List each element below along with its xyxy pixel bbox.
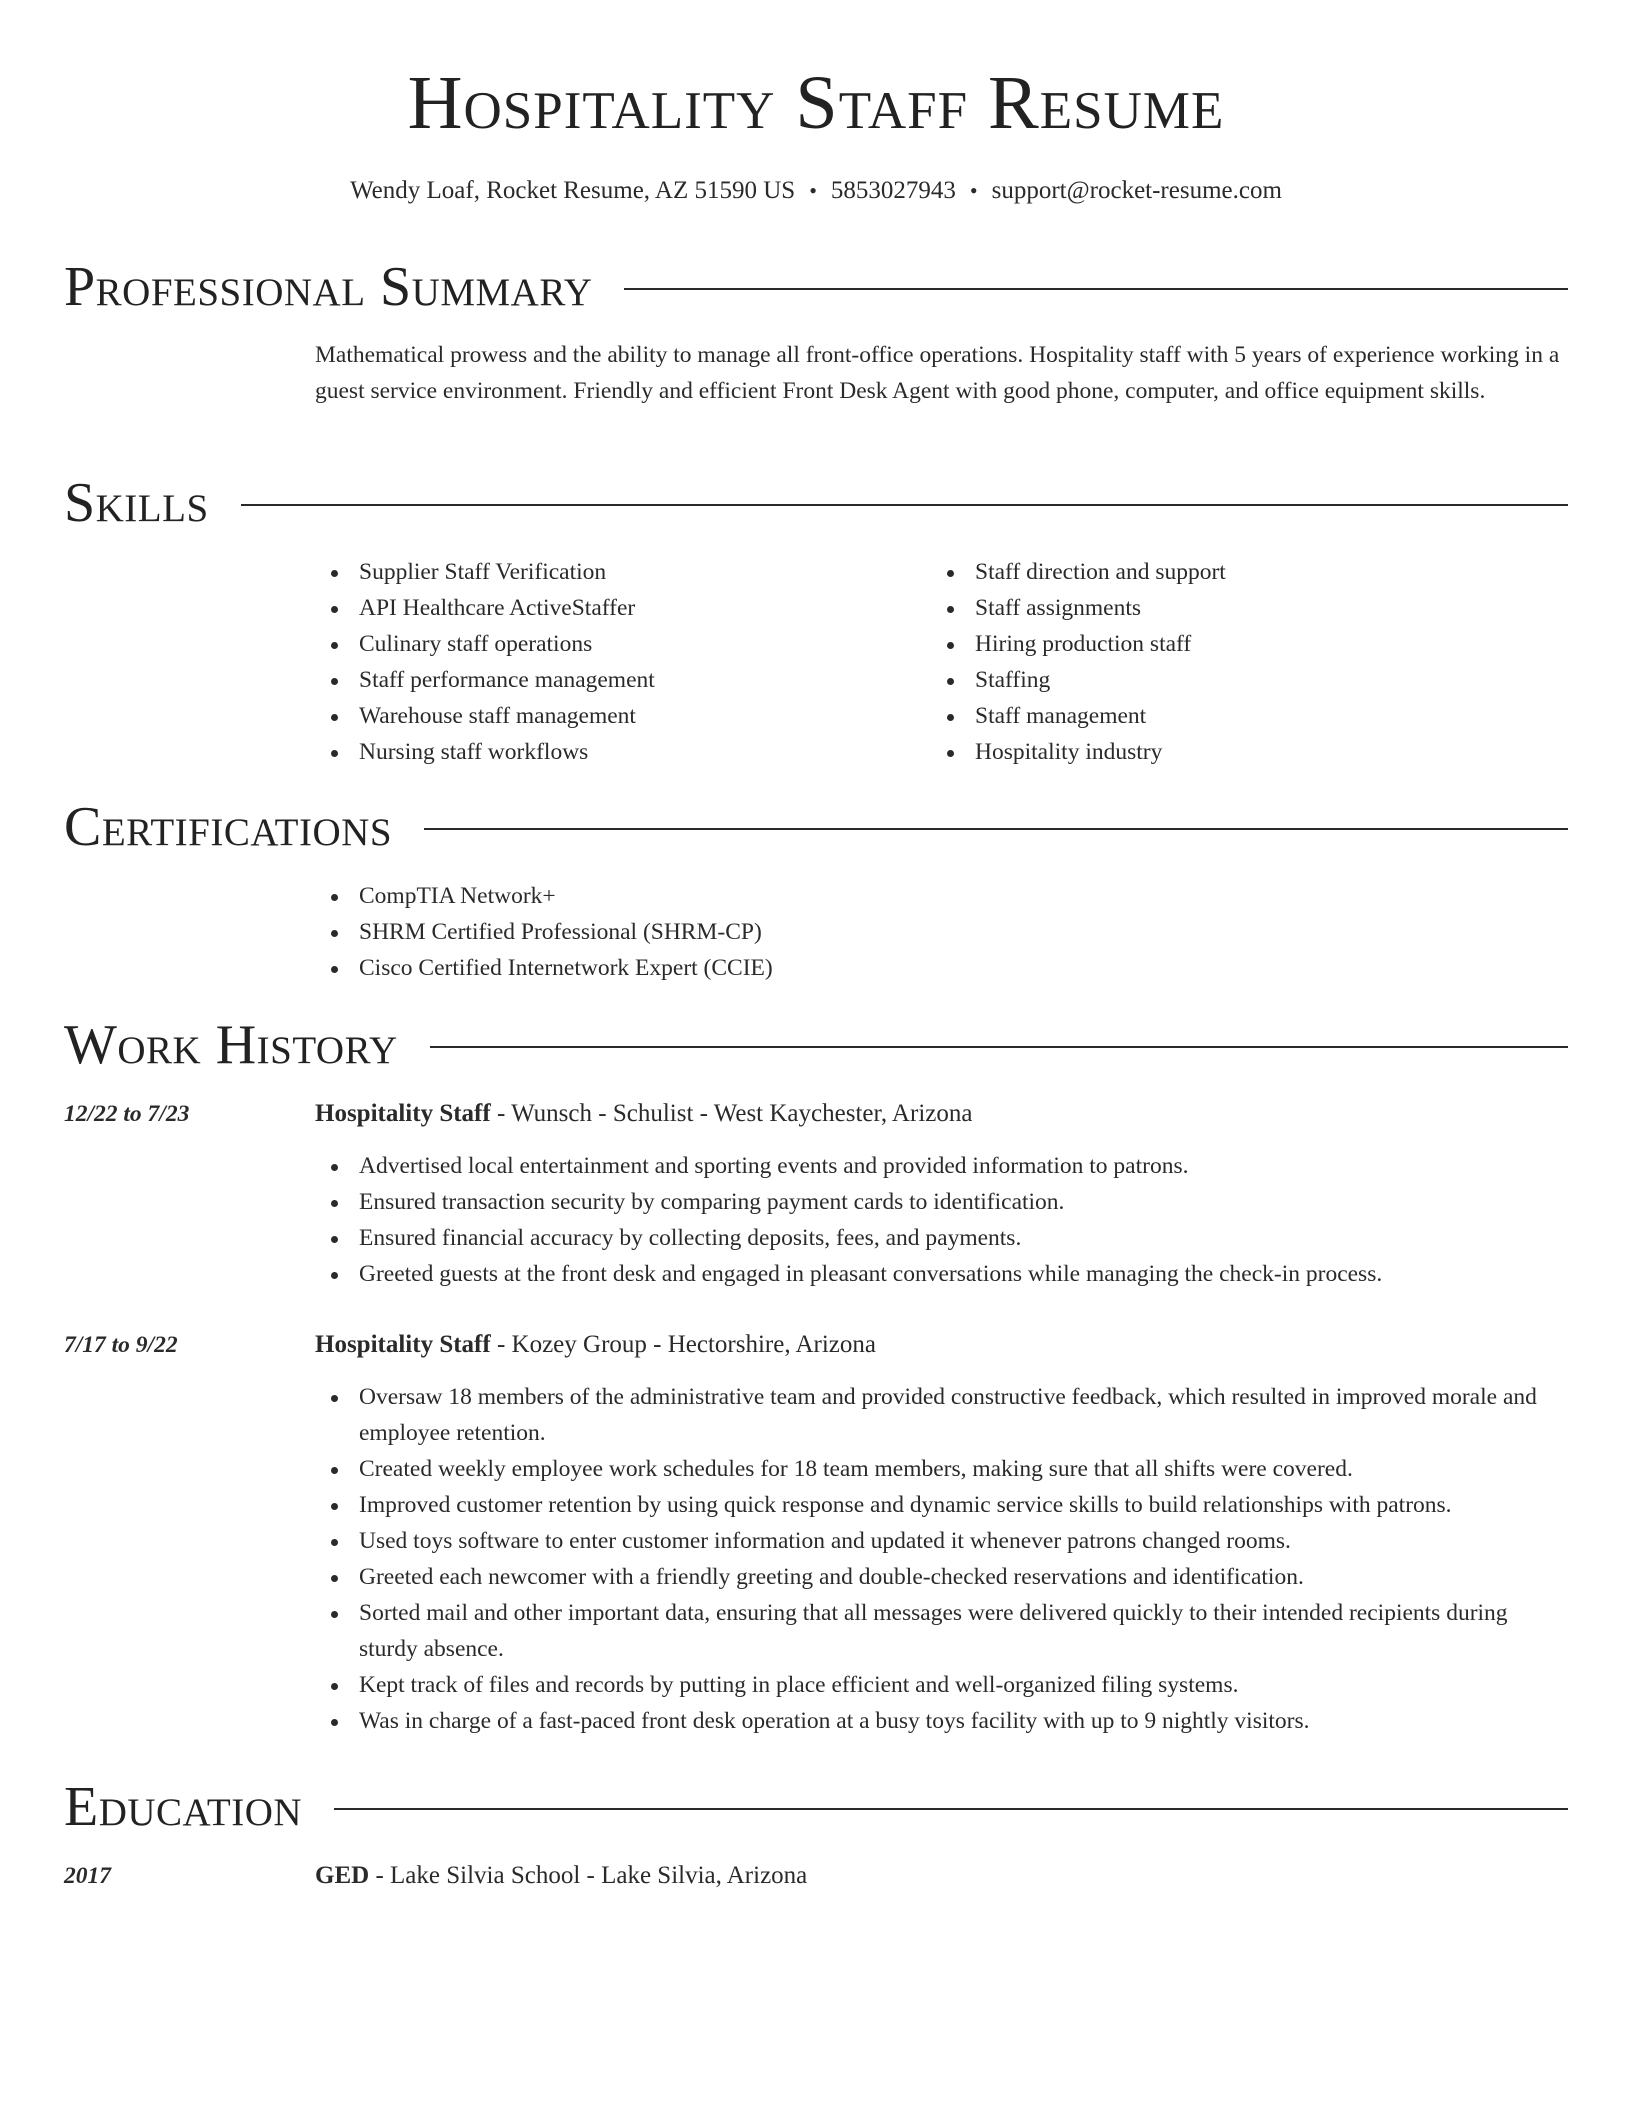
- section-divider: [424, 828, 1568, 830]
- job-bullet: Advertised local entertainment and sporting events and provided information to patrons.: [315, 1148, 1568, 1184]
- skill-item: Nursing staff workflows: [315, 734, 915, 770]
- job-bullet: Was in charge of a fast-paced front desk operation at a busy toys facility with up to 9 nightly visitors.: [315, 1703, 1568, 1739]
- job-title-line: [315, 1096, 1568, 1132]
- education-heading: Education: [64, 1776, 303, 1838]
- job-title: Hospitality Staff: [315, 1331, 491, 1358]
- skill-item: Staff management: [931, 698, 1531, 734]
- skills-list-right: [931, 554, 1531, 770]
- education-degree: GED: [315, 1862, 370, 1889]
- skill-item: Staffing: [931, 662, 1531, 698]
- job-dates: 7/17 to 9/22: [64, 1332, 178, 1358]
- skill-item: Staff performance management: [315, 662, 915, 698]
- skill-item: Supplier Staff Verification: [315, 554, 915, 590]
- contact-address: Wendy Loaf, Rocket Resume, AZ 51590 US: [350, 177, 796, 204]
- job-employer-location: - Wunsch - Schulist - West Kaychester, Arizona: [490, 1100, 973, 1127]
- section-divider: [430, 1046, 1568, 1048]
- job-bullet: Greeted each newcomer with a friendly greeting and double-checked reservations and identification.: [315, 1559, 1568, 1595]
- certifications-section-header: [64, 796, 1568, 858]
- summary-section-header: [64, 256, 1568, 318]
- section-divider: [624, 288, 1568, 290]
- skill-item: Warehouse staff management: [315, 698, 915, 734]
- education-section-header: [64, 1776, 1568, 1838]
- job-bullet: Sorted mail and other important data, ensuring that all messages were delivered quickly to their intended recipients during sturdy absence.: [315, 1595, 1568, 1667]
- certification-item: SHRM Certified Professional (SHRM-CP): [315, 914, 1568, 950]
- skill-item: Staff direction and support: [931, 554, 1531, 590]
- contact-email: support@rocket-resume.com: [991, 177, 1282, 204]
- education-school-location: - Lake Silvia School - Lake Silvia, Arizona: [369, 1862, 808, 1889]
- section-divider: [241, 504, 1568, 506]
- summary-text: Mathematical prowess and the ability to manage all front-office operations. Hospitality staff with 5 years of experience working in a guest service environment. Friendly and efficient Front Desk Agent with good phone, computer, and office equipment skills.: [315, 342, 1560, 404]
- job-bullet: Improved customer retention by using quick response and dynamic service skills to build relationships with patrons.: [315, 1487, 1568, 1523]
- contact-separator: •: [809, 178, 817, 203]
- skill-item: Hospitality industry: [931, 734, 1531, 770]
- work-heading: Work History: [64, 1014, 398, 1076]
- summary-heading: Professional Summary: [64, 256, 593, 318]
- job-bullet: Used toys software to enter customer information and updated it whenever patrons changed rooms.: [315, 1523, 1568, 1559]
- certifications-heading: Certifications: [64, 796, 393, 858]
- job-title: Hospitality Staff: [315, 1100, 491, 1127]
- section-divider: [334, 1808, 1568, 1810]
- skill-item: Staff assignments: [931, 590, 1531, 626]
- work-section-header: [64, 1014, 1568, 1076]
- job-bullet-list: [315, 1148, 1568, 1292]
- education-year: 2017: [64, 1863, 111, 1889]
- contact-separator: •: [969, 178, 978, 203]
- contact-phone: 5853027943: [830, 177, 956, 204]
- certification-item: Cisco Certified Internetwork Expert (CCIE): [315, 950, 1568, 986]
- job-bullet: Oversaw 18 members of the administrative team and provided constructive feedback, which resulted in improved morale and employee retention.: [315, 1379, 1568, 1451]
- certifications-list: [315, 878, 1568, 986]
- job-title-line: [315, 1327, 1568, 1363]
- resume-title: Hospitality Staff Resume: [407, 61, 1225, 145]
- job-bullet: Ensured transaction security by comparing payment cards to identification.: [315, 1184, 1568, 1220]
- skills-heading: Skills: [64, 472, 209, 534]
- skill-item: Hiring production staff: [931, 626, 1531, 662]
- contact-line: [64, 174, 1568, 208]
- education-line: [315, 1858, 1568, 1894]
- job-bullet: Created weekly employee work schedules for 18 team members, making sure that all shifts were covered.: [315, 1451, 1568, 1487]
- skills-list-left: [315, 554, 915, 770]
- skill-item: API Healthcare ActiveStaffer: [315, 590, 915, 626]
- job-bullet: Kept track of files and records by putting in place efficient and well-organized filing systems.: [315, 1667, 1568, 1703]
- skills-section-header: [64, 472, 1568, 534]
- job-dates: 12/22 to 7/23: [64, 1101, 190, 1127]
- job-bullet-list: [315, 1379, 1568, 1739]
- job-bullet: Greeted guests at the front desk and engaged in pleasant conversations while managing the check-in process.: [315, 1256, 1568, 1292]
- job-employer-location: - Kozey Group - Hectorshire, Arizona: [490, 1331, 876, 1358]
- job-bullet: Ensured financial accuracy by collecting deposits, fees, and payments.: [315, 1220, 1568, 1256]
- skill-item: Culinary staff operations: [315, 626, 915, 662]
- certification-item: CompTIA Network+: [315, 878, 1568, 914]
